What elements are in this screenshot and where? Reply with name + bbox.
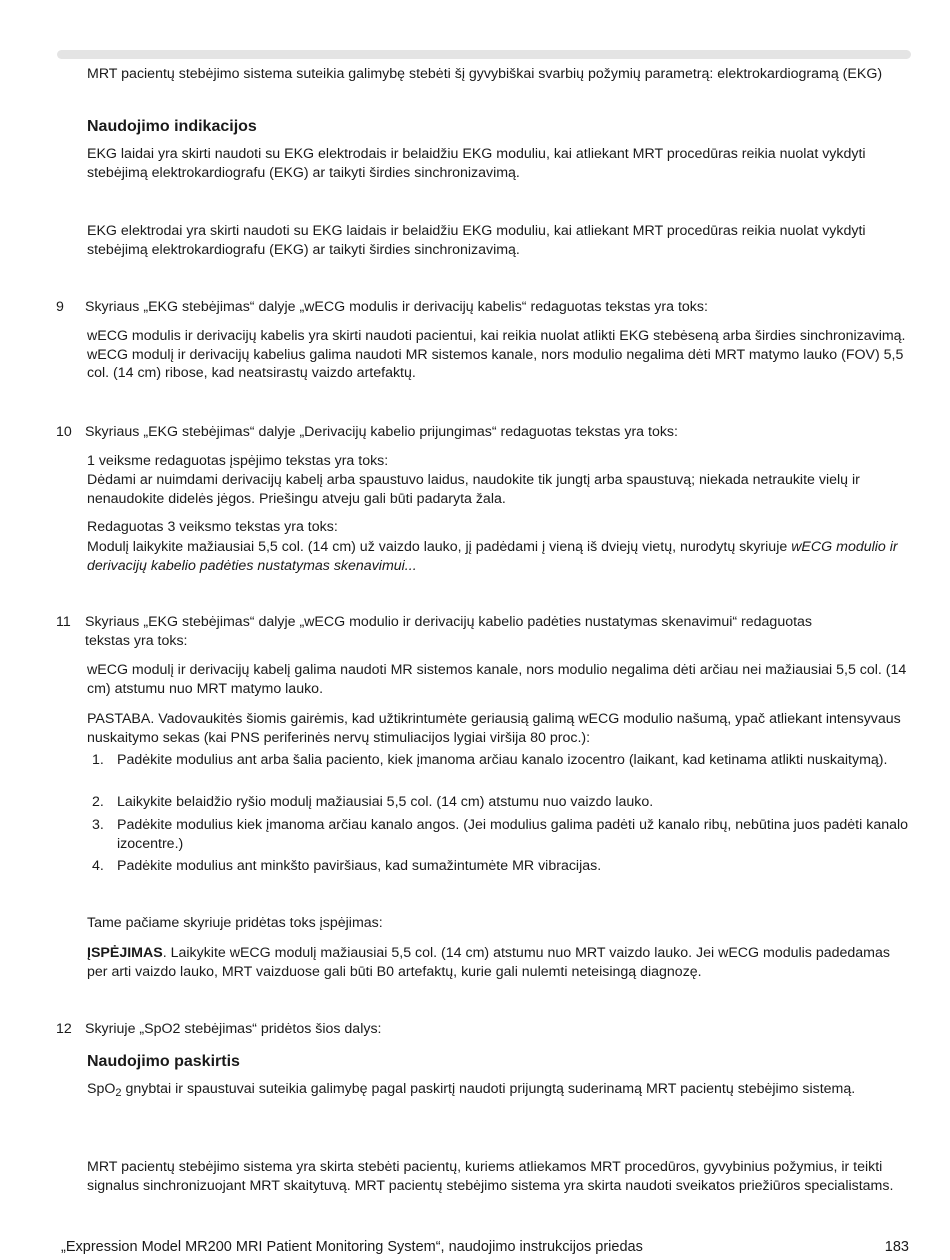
item-10-step3-italic: wECG modulio ir derivacijų kabelio padėties nustatymas skenavimui... (87, 539, 898, 574)
list-item (92, 857, 912, 876)
list-item-text: Laikykite belaidžio ryšio modulį mažiausiai 5,5 col. (14 cm) atstumu nuo vaizdo lauko. (117, 794, 654, 810)
list-item-text: Padėkite modulius kiek įmanoma arčiau kanalo angos. (Jei modulius galima padėti už kanalo ribų, nebūtina juos padėti kanalo izocentre.) (117, 817, 909, 852)
monitoring-system-paragraph: MRT pacientų stebėjimo sistema yra skirta stebėti pacientų, kuriems atliekamos MRT procedūros, gyvybinius požymius, ir teikti signalus sinchronizuojant MRT skaitytuvą. MRT pacientų stebėjimo sistema yra skirta naudoti sveikatos priežiūros specialistams. (87, 1159, 894, 1194)
item-9-number: 9 (56, 299, 64, 315)
list-item-text: Padėkite modulius ant minkšto paviršiaus, kad sumažintumėte MR vibracijas. (117, 858, 602, 874)
item-11-note: PASTABA. Vadovaukitės šiomis gairėmis, kad užtikrintumėte geriausią galimą wECG modulio našumą, ypač atliekant intensyvaus nuskaitymo sekas (kai PNS periferinės nervų stimuliacijos lygiai viršija 80 proc.): (87, 711, 901, 746)
warning-text: . Laikykite wECG modulį mažiausiai 5,5 col. (14 cm) atstumu nuo MRT vaizdo lauko. Jei wECG modulis padedamas per arti vaizdo lauko, MRT vaizduose gali būti B0 artefaktų, kurie gali nulemti neteisingą diagnozę. (87, 945, 890, 980)
item-10-step3-body (87, 538, 913, 575)
item-11-number: 11 (56, 614, 71, 630)
list-item (92, 793, 912, 812)
intended-use-heading: Naudojimo paskirtis (87, 1053, 240, 1070)
item-11-heading (85, 613, 911, 650)
list-item-number: 1. (92, 752, 104, 768)
item-10-step1-body: Dėdami ar nuimdami derivacijų kabelį arba spaustuvo laidus, naudokite tik jungtį arba spaustuvą; niekada netraukite vielų ir nenaudokite didelės jėgos. Priešingu atveju gali būti padaryta žala. (87, 472, 860, 507)
list-item-number: 3. (92, 817, 104, 833)
spo2-subscript: 2 (115, 1087, 122, 1099)
item-11-heading-line1: Skyriaus „EKG stebėjimas“ dalyje „wECG modulio ir derivacijų kabelio padėties nustatymas skenavimui“ redaguotas (85, 614, 813, 630)
list-item-text: Padėkite modulius ant arba šalia paciento, kiek įmanoma arčiau kanalo izocentro (laikant, kad ketinama atlikti nuskaitymą). (117, 752, 888, 768)
page-number: 183 (884, 1239, 909, 1255)
added-warning-intro: Tame pačiame skyriuje pridėtas toks įspėjimas: (87, 915, 383, 931)
item-11-heading-line2: tekstas yra toks: (85, 632, 188, 649)
item-10-heading: Skyriaus „EKG stebėjimas“ dalyje „Derivacijų kabelio prijungimas“ redaguotas tekstas yra toks: (85, 424, 678, 440)
list-item-number: 2. (92, 794, 104, 810)
item-10-step3-title: Redaguotas 3 veiksmo tekstas yra toks: (87, 519, 338, 535)
footer-text: „Expression Model MR200 MRI Patient Monitoring System“, naudojimo instrukcijos priedas (61, 1239, 643, 1255)
item-11-body: wECG modulį ir derivacijų kabelį galima naudoti MR sistemos kanale, nors modulio negalima dėti arčiau nei mažiausiai 5,5 col. (14 cm) atstumu nuo MRT matymo lauko. (87, 662, 907, 697)
item-12-heading: Skyriuje „SpO2 stebėjimas“ pridėtos šios dalys: (85, 1021, 382, 1037)
item-12-number: 12 (56, 1021, 72, 1037)
spo2-prefix: SpO (87, 1081, 116, 1097)
list-item-number: 4. (92, 858, 104, 874)
item-10-step3-text: Modulį laikykite mažiausiai 5,5 col. (14 cm) už vaizdo lauko, jį padėdami į vieną iš dviejų vietų, nurodytų skyriuje (87, 539, 792, 555)
warning-label: ĮSPĖJIMAS (87, 945, 163, 961)
list-item (92, 751, 912, 770)
header-bar (57, 50, 911, 59)
indications-paragraph-2: EKG elektrodai yra skirti naudoti su EKG laidais ir belaidžiu EKG moduliu, kai atliekant MRT procedūras reikia nuolat vykdyti stebėjimą elektrokardiografu (EKG) ar taikyti širdies sinchronizavimą. (87, 223, 866, 258)
item-9-heading: Skyriaus „EKG stebėjimas“ dalyje „wECG modulis ir derivacijų kabelis“ redaguotas tekstas yra toks: (85, 299, 708, 315)
item-9-body: wECG modulis ir derivacijų kabelis yra skirti naudoti pacientui, kai reikia nuolat atlikti EKG stebėseną arba širdies sinchronizavimą. wECG modulį ir derivacijų kabelius galima naudoti MR sistemos kanale, nors modulio negalima dėti MRT matymo lauko (FOV) 5,5 col. (14 cm) ribose, kad neatsirastų vaizdo artefaktų. (87, 328, 906, 382)
indications-paragraph-1: EKG laidai yra skirti naudoti su EKG elektrodais ir belaidžiu EKG moduliu, kai atliekant MRT procedūras reikia nuolat vykdyti stebėjimą elektrokardiografu (EKG) ar taikyti širdies sinchronizavimą. (87, 146, 866, 181)
warning-paragraph (87, 944, 913, 981)
spo2-paragraph (87, 1080, 913, 1099)
item-10-step1-title: 1 veiksme redaguotas įspėjimo tekstas yra toks: (87, 453, 389, 469)
intro-paragraph: MRT pacientų stebėjimo sistema suteikia galimybę stebėti šį gyvybiškai svarbių požymių parametrą: elektrokardiogramą (EKG) (87, 66, 883, 82)
spo2-rest: gnybtai ir spaustuvai suteikia galimybę pagal paskirtį naudoti prijungtą suderinamą MRT pacientų stebėjimo sistemą. (121, 1081, 856, 1097)
indications-heading: Naudojimo indikacijos (87, 118, 257, 135)
list-item (92, 816, 912, 853)
item-10-number: 10 (56, 424, 72, 440)
